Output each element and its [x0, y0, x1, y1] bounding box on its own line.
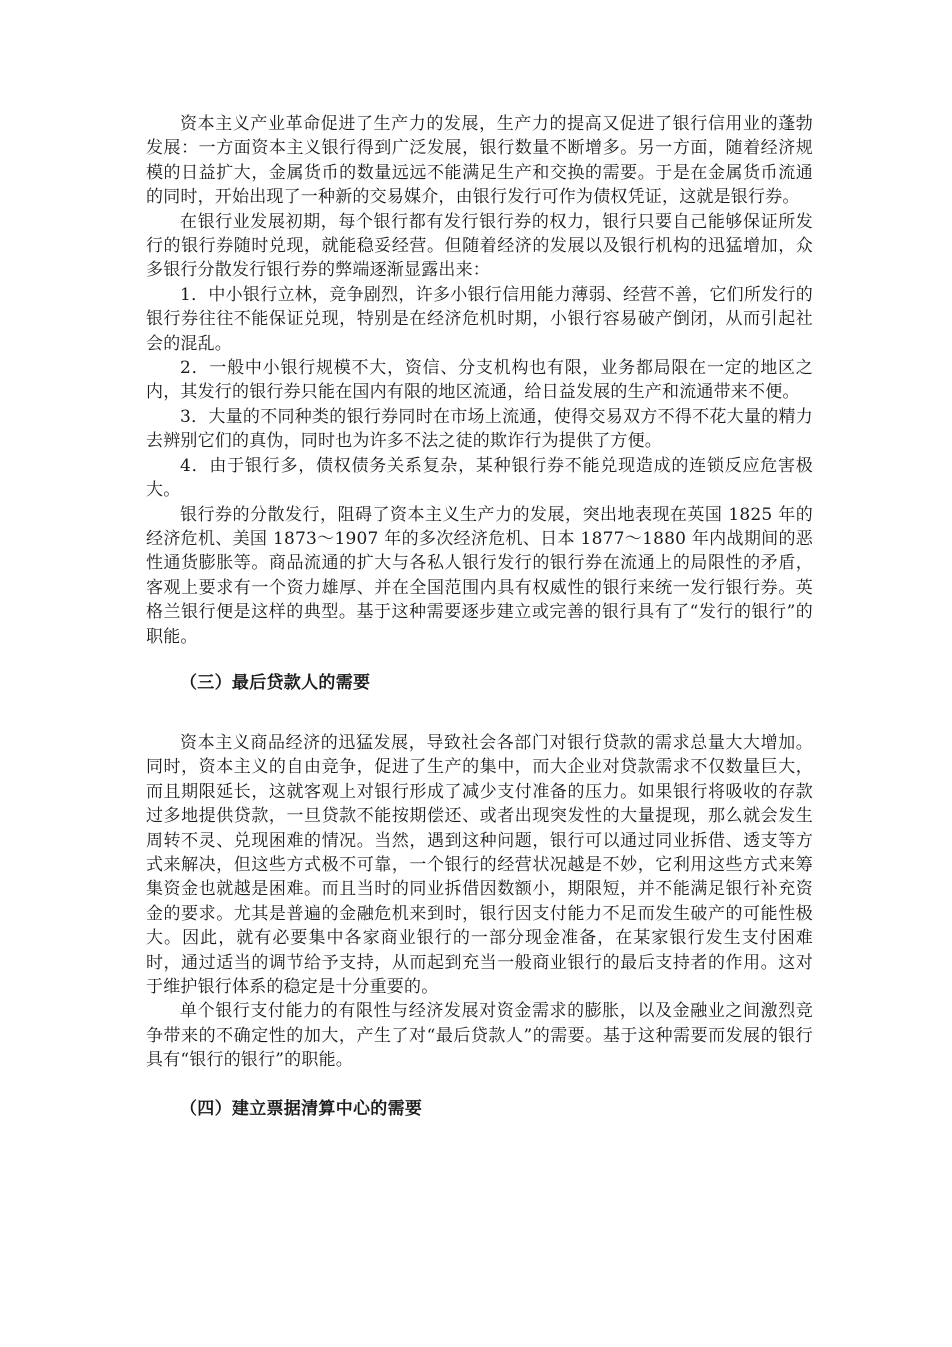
list-item-1: 1．中小银行立林，竞争剧烈，许多小银行信用能力薄弱、经营不善，它们所发行的银行券往往不能保证兑现，特别是在经济危机时期，小银行容易破产倒闭，从而引起社会的混乱。	[146, 284, 813, 354]
section-heading-clearing-center: （四）建立票据清算中心的需要	[180, 1098, 423, 1119]
paragraph-bankers-bank: 单个银行支付能力的有限性与经济发展对资金需求的膨胀，以及金融业之间激烈竞争带来的不确定性的加大，产生了对“最后贷款人”的需要。基于这种需要而发展的银行具有“银行的银行”的职能。	[146, 1001, 813, 1071]
document-page	[146, 112, 813, 1121]
section-heading-lender-of-last-resort: （三）最后贷款人的需要	[180, 672, 371, 693]
paragraph-issuing-bank: 银行券的分散发行，阻碍了资本主义生产力的发展，突出地表现在英国 1825 年的经济危机、美国 1873～1907 年的多次经济危机、日本 1877～1880 年内战期间的恶性通货膨胀等。商品流通的扩大与各私人银行发行的银行券在流通上的局限性的矛盾，客观上要求有一个资力雄厚、并在全国范围内具有权威性的银行来统一发行银行券。英格兰银行便是这样的典型。基于这种需要逐步建立或完善的银行具有了“发行的银行”的职能。	[146, 504, 813, 647]
list-item-4: 4．由于银行多，债权债务关系复杂，某种银行券不能兑现造成的连锁反应危害极大。	[146, 455, 813, 501]
list-item-2: 2．一般中小银行规模不大，资信、分支机构也有限，业务都局限在一定的地区之内，其发行的银行券只能在国内有限的地区流通，给日益发展的生产和流通带来不便。	[146, 358, 813, 403]
paragraph-banknote-origin: 资本主义产业革命促进了生产力的发展，生产力的提高又促进了银行信用业的蓬勃发展：一方面资本主义银行得到广泛发展，银行数量不断增多。另一方面，随着经济规模的日益扩大，金属货币的数量远远不能满足生产和交换的需要。于是在金属货币流通的同时，开始出现了一种新的交易媒介，由银行发行可作为债权凭证，这就是银行券。	[146, 114, 813, 208]
paragraph-loan-demand: 资本主义商品经济的迅猛发展，导致社会各部门对银行贷款的需求总量大大增加。同时，资本主义的自由竞争，促进了生产的集中，而大企业对贷款需求不仅数量巨大，而且期限延长，这就客观上对银行形成了减少支付准备的压力。如果银行将吸收的存款过多地提供贷款，一旦贷款不能按期偿还、或者出现突发性的大量提现，那么就会发生周转不灵、兑现困难的情况。当然，遇到这种问题，银行可以通过同业拆借、透支等方式来解决，但这些方式极不可靠，一个银行的经营状况越是不妙，它利用这些方式来筹集资金也就越是困难。而且当时的同业拆借因数额小，期限短，并不能满足银行补充资金的要求。尤其是普遍的金融危机来到时，银行因支付能力不足而发生破产的可能性极大。因此，就有必要集中各家商业银行的一部分现金准备，在某家银行发生支付困难时，通过适当的调节给予支持，从而起到充当一般商业银行的最后支持者的作用。这对于维护银行体系的稳定是十分重要的。	[146, 732, 813, 997]
paragraph-early-issuance: 在银行业发展初期，每个银行都有发行银行券的权力，银行只要自己能够保证所发行的银行券随时兑现，就能稳妥经营。但随着经济的发展以及银行机构的迅猛增加，众多银行分散发行银行券的弊端逐渐显露出来：	[146, 211, 813, 281]
list-item-3: 3．大量的不同种类的银行券同时在市场上流通，使得交易双方不得不花大量的精力去辨别它们的真伪，同时也为许多不法之徒的欺诈行为提供了方便。	[146, 406, 813, 452]
